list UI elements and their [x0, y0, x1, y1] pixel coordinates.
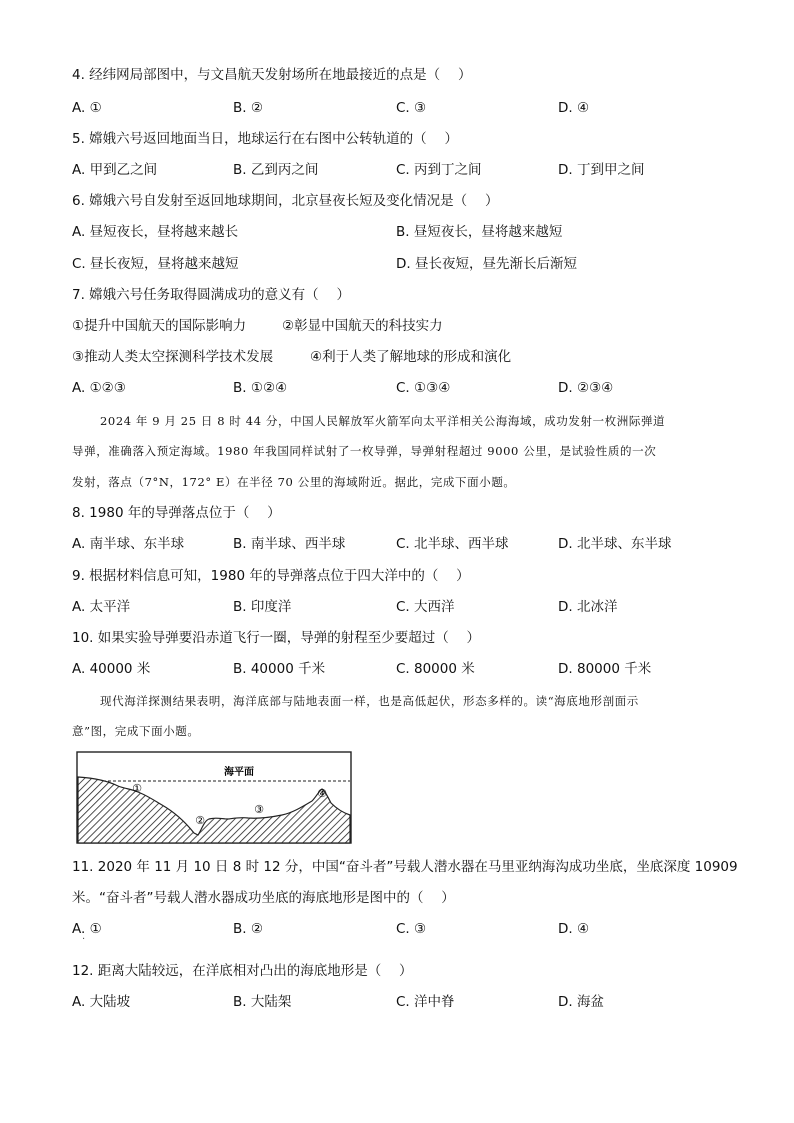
passage-2-line-1: 现代海洋探测结果表明，海洋底部与陆地表面一样，也是高低起伏，形态多样的。读“海底地形剖面示 — [100, 694, 639, 708]
q7-option-c: C. ①③④ — [396, 380, 451, 396]
marker-2: ② — [195, 814, 205, 827]
q8-option-b: B. 南半球、西半球 — [233, 536, 346, 552]
q7-option-a: A. ①②③ — [72, 380, 126, 396]
q7-option-b: B. ①②④ — [233, 380, 288, 396]
marker-4: ④ — [317, 787, 327, 800]
question-6-stem: 6. 嫦娥六号自发射至返回地球期间，北京昼夜长短及变化情况是（ ） — [72, 193, 499, 209]
q9-option-b: B. 印度洋 — [233, 599, 292, 615]
q6-option-b: B. 昼短夜长，昼将越来越短 — [396, 224, 563, 240]
q7-option-d: D. ②③④ — [558, 380, 614, 396]
q11-option-c: C. ③ — [396, 921, 427, 937]
q8-option-d: D. 北半球、东半球 — [558, 536, 672, 552]
q10-option-d: D. 80000 千米 — [558, 661, 652, 677]
sea-level-label: 海平面 — [224, 767, 254, 778]
q10-option-a: A. 40000 米 — [72, 661, 151, 677]
passage-1-line-1: 2024 年 9 月 25 日 8 时 44 分，中国人民解放军火箭军向太平洋相关公海海域，成功发射一枚洲际弹道 — [100, 414, 666, 428]
q11-option-b: B. ② — [233, 921, 263, 937]
seafloor-profile-diagram — [76, 751, 352, 844]
q11-option-a: A. ① — [72, 921, 102, 937]
q11-option-d: D. ④ — [558, 921, 590, 937]
question-11-stem-line-1: 11. 2020 年 11 月 10 日 8 时 12 分，中国“奋斗者”号载人潜水器在马里亚纳海沟成功坐底，坐底深度 10909 — [72, 859, 738, 875]
q8-option-c: C. 北半球、西半球 — [396, 536, 509, 552]
q4-option-a: A. ① — [72, 100, 102, 116]
q8-option-a: A. 南半球、东半球 — [72, 536, 185, 552]
question-8-stem: 8. 1980 年的导弹落点位于（ ） — [72, 505, 281, 521]
q4-option-d: D. ④ — [558, 100, 590, 116]
q6-option-c: C. 昼长夜短，昼将越来越短 — [72, 256, 239, 272]
question-9-stem: 9. 根据材料信息可知，1980 年的导弹落点位于四大洋中的（ ） — [72, 568, 470, 584]
q7-statement-4: ④利于人类了解地球的形成和演化 — [310, 349, 512, 365]
question-4-stem: 4. 经纬网局部图中，与文昌航天发射场所在地最接近的点是（ ） — [72, 67, 472, 83]
q4-option-b: B. ② — [233, 100, 263, 116]
passage-2-line-2: 意”图，完成下面小题。 — [72, 724, 200, 738]
question-10-stem: 10. 如果实验导弹要沿赤道飞行一圈，导弹的射程至少要超过（ ） — [72, 630, 481, 646]
q6-option-a: A. 昼短夜长，昼将越来越长 — [72, 224, 239, 240]
q12-option-a: A. 大陆坡 — [72, 994, 131, 1010]
stray-mark: · — [82, 934, 86, 945]
q7-statement-2: ②彰显中国航天的科技实力 — [282, 318, 443, 334]
q10-option-b: B. 40000 千米 — [233, 661, 326, 677]
q5-option-d: D. 丁到甲之间 — [558, 162, 645, 178]
marker-3: ③ — [254, 803, 264, 816]
question-5-stem: 5. 嫦娥六号返回地面当日，地球运行在右图中公转轨道的（ ） — [72, 131, 458, 147]
q9-option-a: A. 太平洋 — [72, 599, 131, 615]
passage-1-line-2: 导弹，准确落入预定海域。1980 年我国同样试射了一枚导弹，导弹射程超过 9000 公里，是试验性质的一次 — [72, 444, 657, 458]
q7-statement-1: ①提升中国航天的国际影响力 — [72, 318, 247, 334]
question-12-stem: 12. 距离大陆较远，在洋底相对凸出的海底地形是（ ） — [72, 963, 413, 979]
q12-option-b: B. 大陆架 — [233, 994, 292, 1010]
q9-option-d: D. 北冰洋 — [558, 599, 618, 615]
question-7-stem: 7. 嫦娥六号任务取得圆满成功的意义有（ ） — [72, 287, 350, 303]
question-11-stem-line-2: 米。“奋斗者”号载人潜水器成功坐底的海底地形是图中的（ ） — [72, 890, 455, 906]
marker-1: ① — [132, 782, 142, 795]
q5-option-b: B. 乙到丙之间 — [233, 162, 319, 178]
q4-option-c: C. ③ — [396, 100, 427, 116]
q5-option-c: C. 丙到丁之间 — [396, 162, 482, 178]
q5-option-a: A. 甲到乙之间 — [72, 162, 158, 178]
passage-1-line-3: 发射，落点（7°N，172° E）在半径 70 公里的海域附近。据此，完成下面小题。 — [72, 475, 516, 489]
q6-option-d: D. 昼长夜短，昼先渐长后渐短 — [396, 256, 577, 272]
q12-option-c: C. 洋中脊 — [396, 994, 455, 1010]
q9-option-c: C. 大西洋 — [396, 599, 455, 615]
q7-statement-3: ③推动人类太空探测科学技术发展 — [72, 349, 274, 365]
q12-option-d: D. 海盆 — [558, 994, 604, 1010]
q10-option-c: C. 80000 米 — [396, 661, 475, 677]
